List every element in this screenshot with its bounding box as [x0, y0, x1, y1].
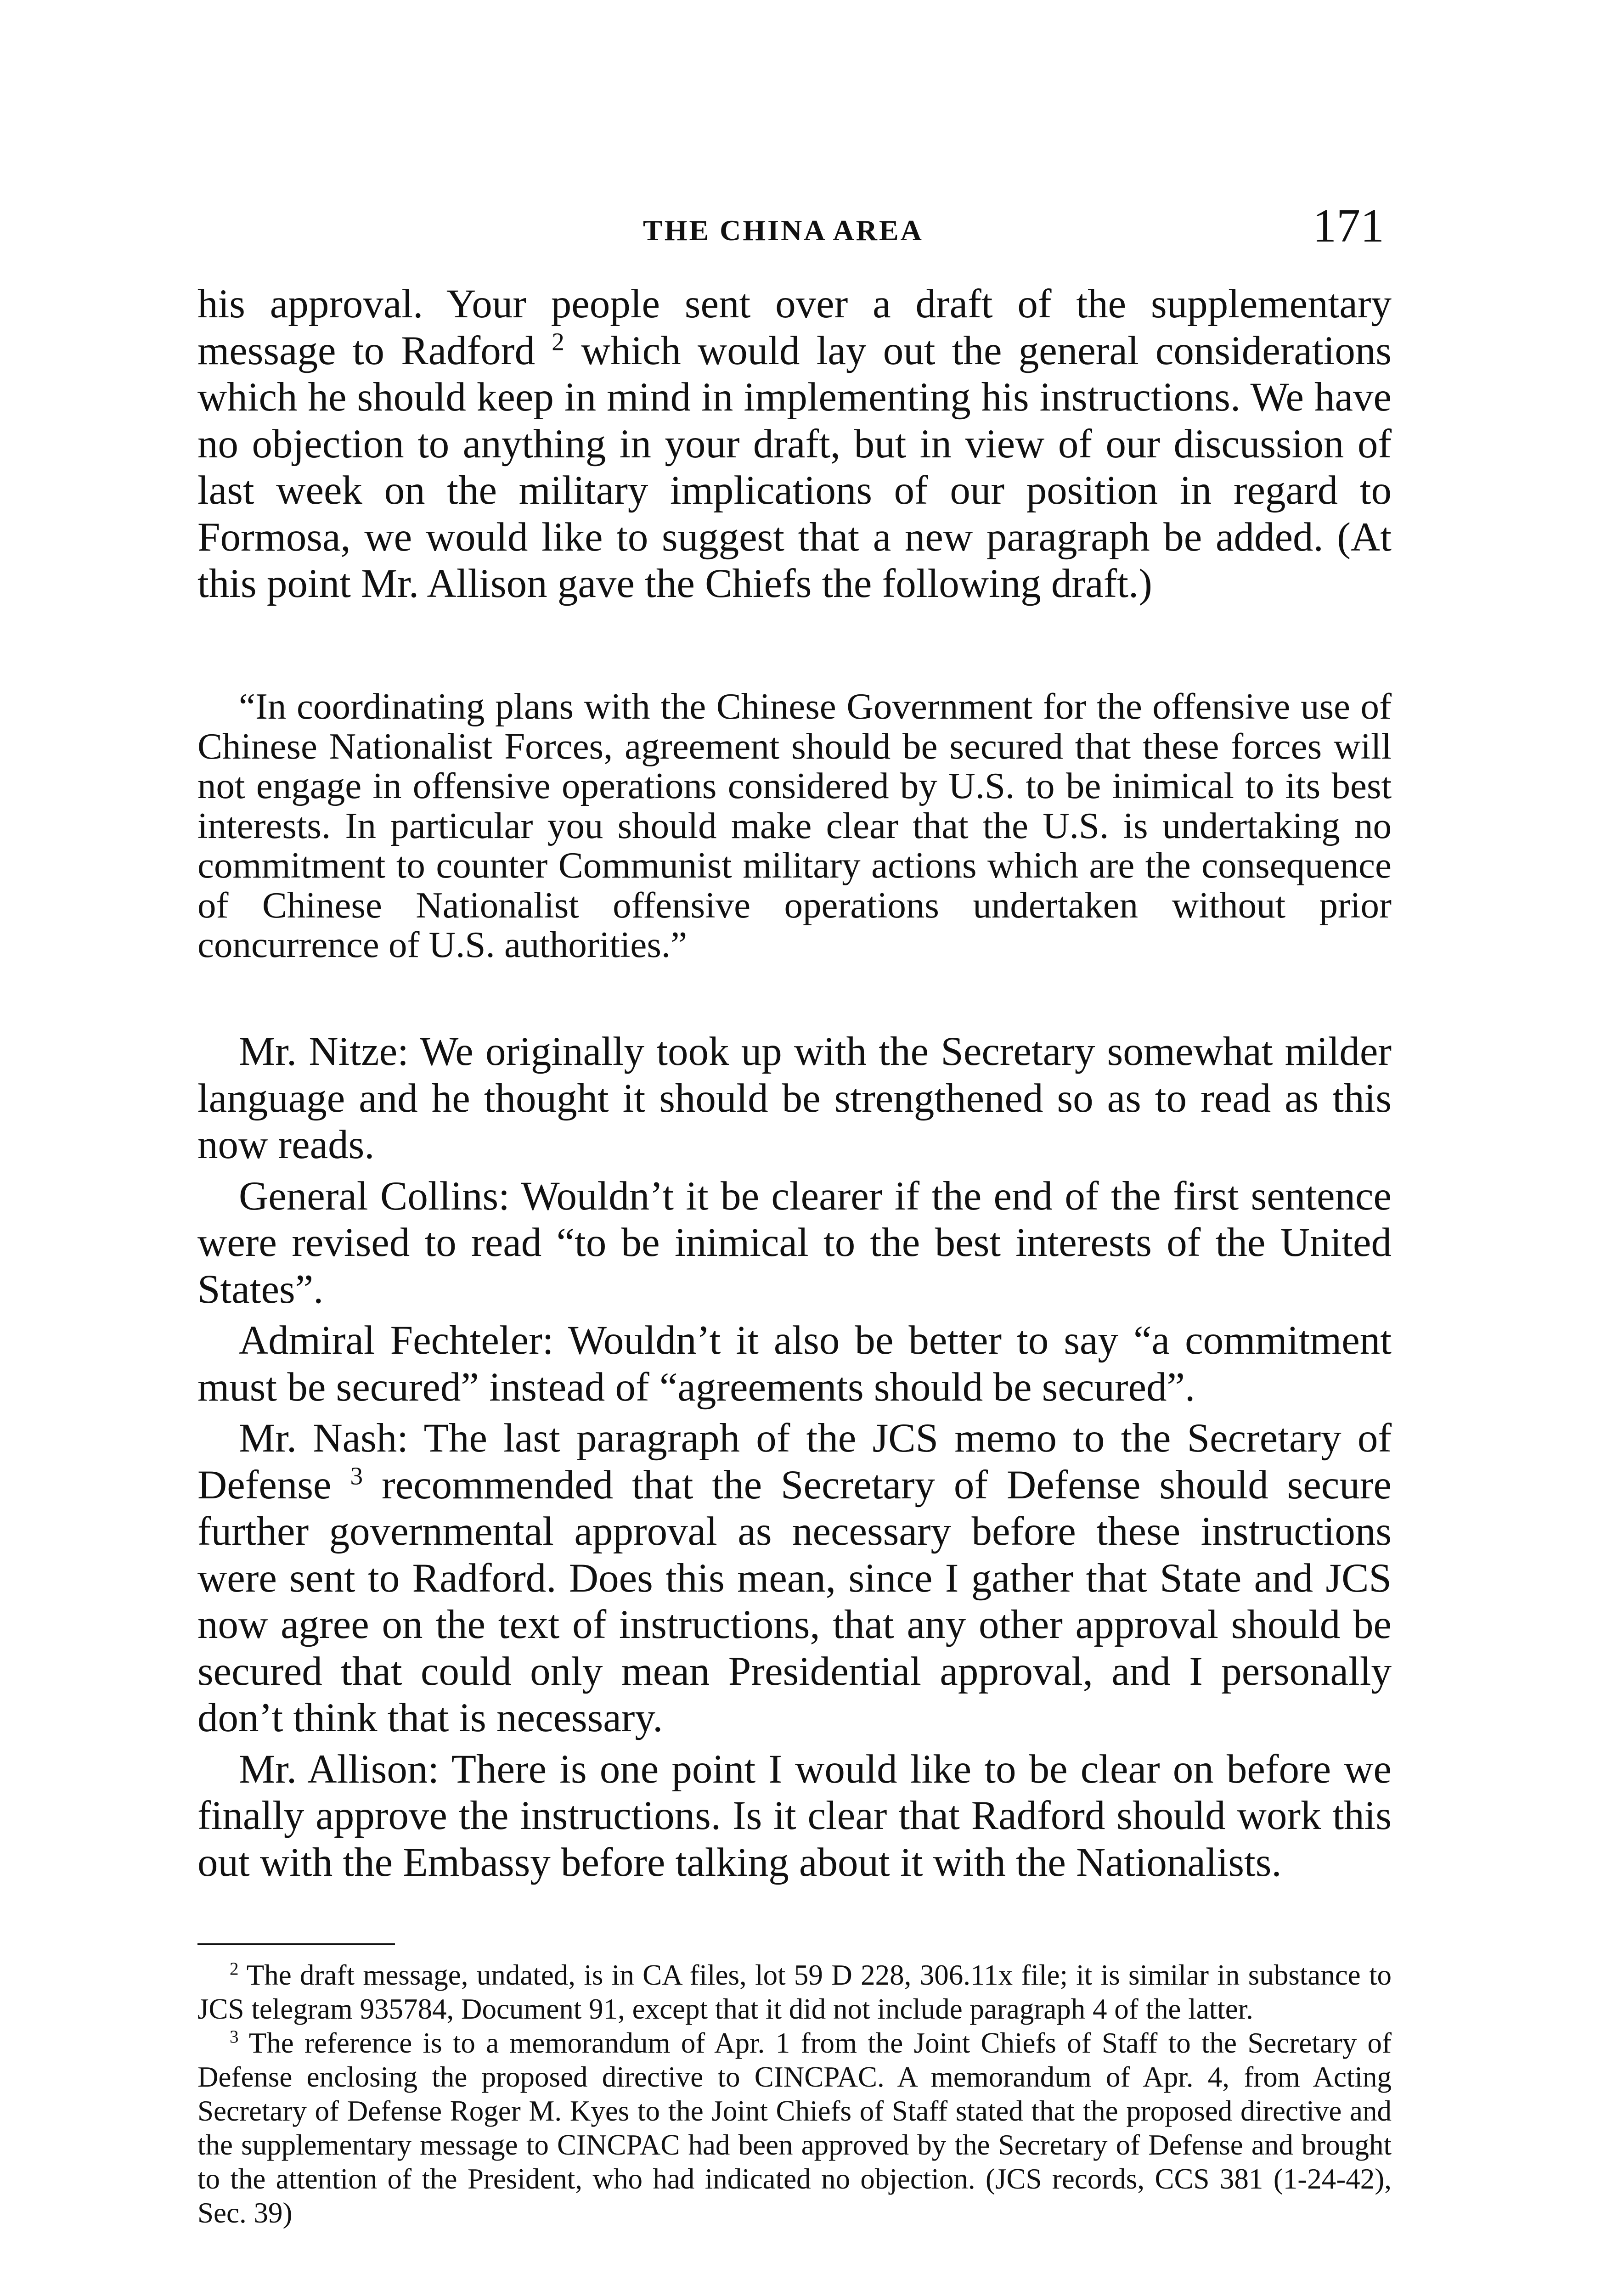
footnote-3 [197, 2026, 1392, 2230]
opening-paragraph [197, 281, 1392, 608]
collins-paragraph: General Collins: Wouldn’t it be clearer if the end of the first sentence were revised to read “to be inimical to the best interests of the United States”. [197, 1173, 1392, 1312]
discussion-paragraphs [197, 1029, 1392, 1891]
footnote-reference-2: 2 [552, 327, 564, 355]
nash-paragraph-continuation: recommended that the Secretary of Defense should secure further governmental approval as necessary before these instructions were sent to Radford. Does this mean, since I gather that State and JCS now agree on the text of instructions, that any other approval should be secured that could only mean Presidential approval, and I personally don’t think that is necessary. [197, 1462, 1392, 1740]
opening-paragraph-continuation: which would lay out the general considerations which he should keep in mind in implementing his instructions. We have no objection to anything in your draft, but in view of our discussion of last week on the military implications of our position in regard to Formosa, we would like to suggest that a new paragraph be added. (At this point Mr. Allison gave the Chiefs the following draft.) [197, 328, 1392, 606]
footnotes-section [197, 1958, 1392, 2230]
quoted-draft-paragraph: “In coordinating plans with the Chinese Government for the offensive use of Chinese Nationalist Forces, agreement should be secured that these forces will not engage in offensive operations considered by U.S. to be inimical to its best interests. In particular you should make clear that the U.S. is undertaking no commitment to counter Communist military actions which are the consequence of Chinese Nationalist offensive operations undertaken without prior concurrence of U.S. authorities.” [197, 686, 1392, 965]
nash-paragraph-text: Mr. Nash: The last paragraph of the JCS memo to the Secretary of Defense [197, 1416, 1392, 1508]
footnote-2 [197, 1958, 1392, 2026]
page-number: 171 [1313, 199, 1384, 252]
allison-paragraph: Mr. Allison: There is one point I would like to be clear on before we finally approve the instructions. Is it clear that Radford should work this out with the Embassy before talking about it with the Nationalists. [197, 1746, 1392, 1885]
nitze-paragraph: Mr. Nitze: We originally took up with the Secretary somewhat milder language and he thought it should be strengthened so as to read as this now reads. [197, 1029, 1392, 1167]
footnote-3-text: The reference is to a memorandum of Apr. 1 from the Joint Chiefs of Staff to the Secretary of Defense enclosing the proposed directive to CINCPAC. A memorandum of Apr. 4, from Acting Secretary of Defense Roger M. Kyes to the Joint Chiefs of Staff stated that the proposed directive and the supplementary message to CINCPAC had been approved by the Secretary of Defense and brought to the attention of the President, who had indicated no objection. (JCS records, CCS 381 (1-24-42), Sec. 39) [197, 2027, 1392, 2229]
footnote-2-text: The draft message, undated, is in CA files, lot 59 D 228, 306.11x file; it is similar in substance to JCS telegram 935784, Document 91, except that it did not include paragraph 4 of the latter. [197, 1959, 1392, 2025]
opening-paragraph-text: his approval. Your people sent over a draft of the supplementary message to Radford [197, 281, 1392, 373]
footnote-marker-3: 3 [230, 2027, 239, 2047]
running-head: THE CHINA AREA [643, 214, 924, 247]
opening-paragraph-block [197, 281, 1392, 608]
nash-paragraph [197, 1415, 1392, 1742]
footnote-divider [197, 1943, 395, 1945]
footnote-reference-3: 3 [350, 1461, 363, 1490]
fechteler-paragraph: Admiral Fechteler: Wouldn’t it also be better to say “a commitment must be secured” instead of “agreements should be secured”. [197, 1318, 1392, 1410]
footnote-marker-2: 2 [230, 1959, 239, 1979]
